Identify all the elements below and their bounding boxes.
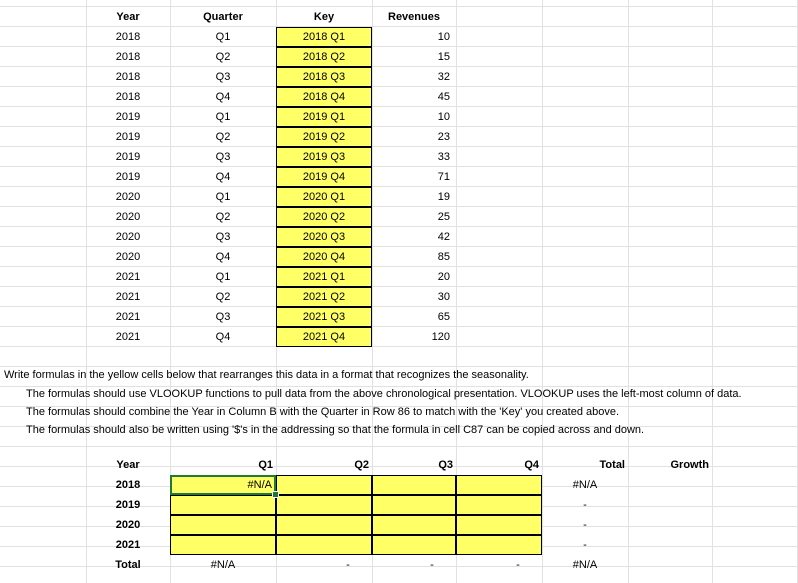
bottom-header-growth: Growth	[670, 459, 709, 471]
quarter-cell[interactable]: Q1	[215, 111, 231, 123]
year-cell[interactable]: 2020	[115, 231, 141, 243]
key-cell[interactable]: 2021 Q4	[276, 327, 372, 347]
bottom-header-total: Total	[599, 459, 625, 471]
row-total-cell[interactable]: -	[583, 519, 587, 531]
bottom-header-q2: Q2	[354, 459, 369, 471]
bottom-year-cell[interactable]: 2020	[115, 519, 141, 531]
key-cell[interactable]: 2021 Q2	[276, 287, 372, 307]
formula-cell-q3[interactable]	[372, 535, 456, 555]
total-row-q2[interactable]: -	[346, 559, 350, 571]
quarter-cell[interactable]: Q2	[215, 131, 231, 143]
bottom-year-cell[interactable]: 2021	[115, 539, 141, 551]
instruction-line-1: Write formulas in the yellow cells below that rearranges this data in a format that recognizes the seasonality.	[4, 369, 529, 381]
year-cell[interactable]: 2021	[115, 271, 141, 283]
revenue-cell[interactable]: 30	[437, 291, 450, 303]
row-total-cell[interactable]: -	[583, 499, 587, 511]
key-cell[interactable]: 2020 Q1	[276, 187, 372, 207]
revenue-cell[interactable]: 120	[431, 331, 450, 343]
key-cell[interactable]: 2021 Q3	[276, 307, 372, 327]
bottom-header-year: Year	[116, 459, 140, 471]
quarter-cell[interactable]: Q3	[215, 311, 231, 323]
bottom-header-q4: Q4	[524, 459, 539, 471]
row-total-cell[interactable]: -	[583, 539, 587, 551]
total-row-label: Total	[115, 559, 141, 571]
year-cell[interactable]: 2019	[115, 151, 141, 163]
quarter-cell[interactable]: Q2	[215, 211, 231, 223]
formula-cell-q2[interactable]	[276, 535, 372, 555]
revenue-cell[interactable]: 10	[437, 111, 450, 123]
key-cell[interactable]: 2020 Q2	[276, 207, 372, 227]
quarter-cell[interactable]: Q4	[215, 171, 231, 183]
instruction-line-3: The formulas should combine the Year in Column B with the Quarter in Row 86 to match with the 'Key' you created above.	[26, 406, 620, 418]
quarter-cell[interactable]: Q3	[215, 231, 231, 243]
key-cell[interactable]: 2019 Q2	[276, 127, 372, 147]
revenue-cell[interactable]: 33	[437, 151, 450, 163]
revenue-cell[interactable]: 20	[437, 271, 450, 283]
quarter-cell[interactable]: Q4	[215, 331, 231, 343]
key-cell[interactable]: 2019 Q1	[276, 107, 372, 127]
revenue-cell[interactable]: 25	[437, 211, 450, 223]
key-cell[interactable]: 2018 Q1	[276, 27, 372, 47]
instruction-line-2: The formulas should use VLOOKUP functions to pull data from the above chronological presentation. VLOOKUP uses the left-most column of data.	[26, 388, 742, 400]
year-cell[interactable]: 2019	[115, 111, 141, 123]
year-cell[interactable]: 2019	[115, 171, 141, 183]
formula-cell-q1[interactable]	[170, 495, 276, 515]
formula-cell-q1[interactable]: #N/A	[170, 475, 276, 495]
formula-cell-q2[interactable]	[276, 515, 372, 535]
total-row-q4[interactable]: -	[516, 559, 520, 571]
quarter-cell[interactable]: Q3	[215, 71, 231, 83]
year-cell[interactable]: 2018	[115, 71, 141, 83]
revenue-cell[interactable]: 32	[437, 71, 450, 83]
key-cell[interactable]: 2019 Q4	[276, 167, 372, 187]
formula-cell-q4[interactable]	[456, 515, 542, 535]
year-cell[interactable]: 2018	[115, 51, 141, 63]
header-key: Key	[313, 11, 335, 23]
quarter-cell[interactable]: Q2	[215, 291, 231, 303]
revenue-cell[interactable]: 85	[437, 251, 450, 263]
key-cell[interactable]: 2018 Q4	[276, 87, 372, 107]
instruction-line-4: The formulas should also be written using '$'s in the addressing so that the formula in cell C87 can be copied across and down.	[26, 424, 645, 436]
year-cell[interactable]: 2021	[115, 291, 141, 303]
key-cell[interactable]: 2020 Q4	[276, 247, 372, 267]
formula-cell-q3[interactable]	[372, 475, 456, 495]
formula-cell-q3[interactable]	[372, 495, 456, 515]
year-cell[interactable]: 2020	[115, 191, 141, 203]
formula-cell-q3[interactable]	[372, 515, 456, 535]
row-total-cell[interactable]: #N/A	[572, 479, 598, 491]
quarter-cell[interactable]: Q1	[215, 271, 231, 283]
bottom-header-q3: Q3	[438, 459, 453, 471]
fill-handle[interactable]	[272, 491, 279, 498]
header-revenues: Revenues	[388, 11, 440, 23]
formula-cell-q1[interactable]	[170, 515, 276, 535]
year-cell[interactable]: 2021	[115, 311, 141, 323]
formula-cell-q2[interactable]	[276, 495, 372, 515]
key-cell[interactable]: 2018 Q2	[276, 47, 372, 67]
formula-cell-q4[interactable]	[456, 535, 542, 555]
revenue-cell[interactable]: 42	[437, 231, 450, 243]
year-cell[interactable]: 2021	[115, 331, 141, 343]
revenue-cell[interactable]: 10	[437, 31, 450, 43]
year-cell[interactable]: 2018	[115, 31, 141, 43]
quarter-cell[interactable]: Q1	[215, 191, 231, 203]
revenue-cell[interactable]: 65	[437, 311, 450, 323]
quarter-cell[interactable]: Q2	[215, 51, 231, 63]
year-cell[interactable]: 2018	[115, 91, 141, 103]
quarter-cell[interactable]: Q1	[215, 31, 231, 43]
formula-cell-q1[interactable]	[170, 535, 276, 555]
formula-cell-q4[interactable]	[456, 475, 542, 495]
revenue-cell[interactable]: 19	[437, 191, 450, 203]
year-cell[interactable]: 2019	[115, 131, 141, 143]
total-row-total[interactable]: #N/A	[572, 559, 598, 571]
quarter-cell[interactable]: Q3	[215, 151, 231, 163]
year-cell[interactable]: 2020	[115, 211, 141, 223]
total-row-q1[interactable]: #N/A	[210, 559, 236, 571]
revenue-cell[interactable]: 15	[437, 51, 450, 63]
bottom-year-cell[interactable]: 2019	[115, 499, 141, 511]
quarter-cell[interactable]: Q4	[215, 251, 231, 263]
revenue-cell[interactable]: 23	[437, 131, 450, 143]
total-row-q3[interactable]: -	[430, 559, 434, 571]
bottom-header-q1: Q1	[258, 459, 273, 471]
revenue-cell[interactable]: 71	[437, 171, 450, 183]
bottom-year-cell[interactable]: 2018	[115, 479, 141, 491]
header-quarter: Quarter	[203, 11, 243, 23]
key-cell[interactable]: 2020 Q3	[276, 227, 372, 247]
formula-cell-q4[interactable]	[456, 495, 542, 515]
year-cell[interactable]: 2020	[115, 251, 141, 263]
quarter-cell[interactable]: Q4	[215, 91, 231, 103]
key-cell[interactable]: 2018 Q3	[276, 67, 372, 87]
header-year: Year	[116, 11, 140, 23]
key-cell[interactable]: 2021 Q1	[276, 267, 372, 287]
revenue-cell[interactable]: 45	[437, 91, 450, 103]
formula-cell-q2[interactable]	[276, 475, 372, 495]
key-cell[interactable]: 2019 Q3	[276, 147, 372, 167]
